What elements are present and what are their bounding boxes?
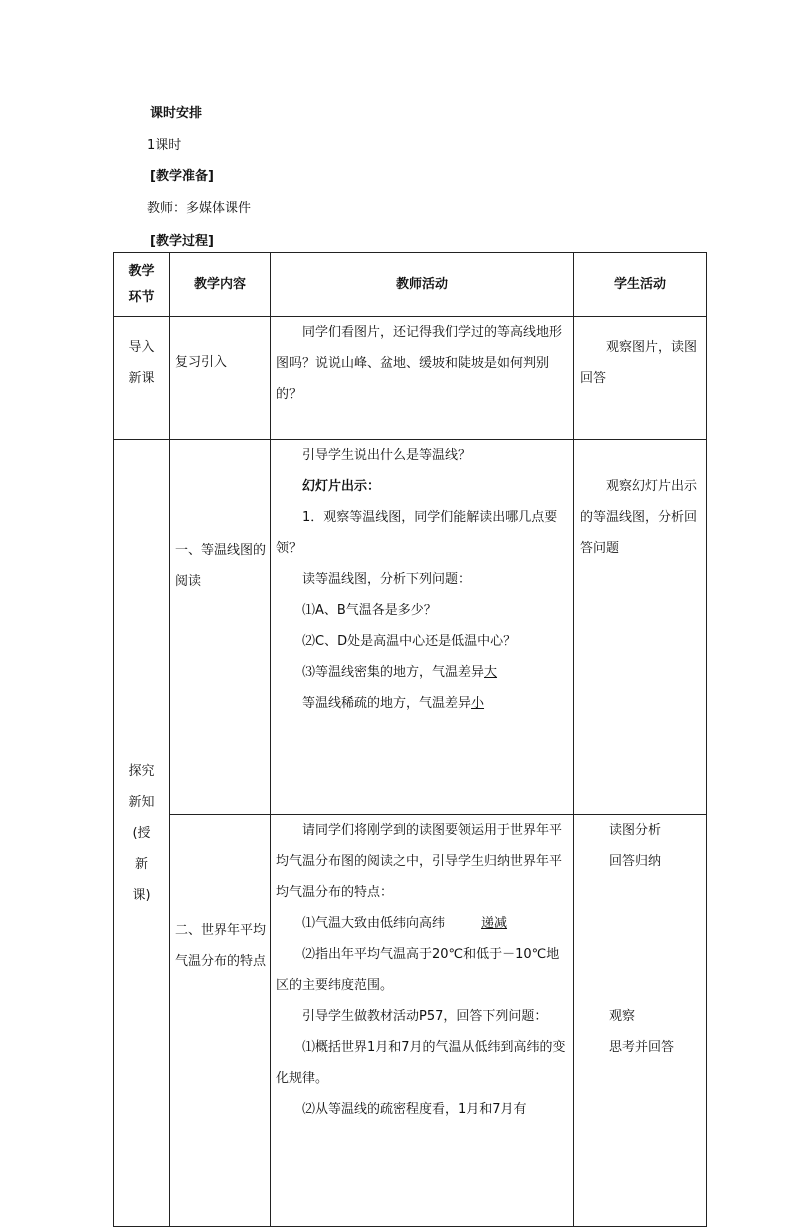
question-item — [276, 908, 569, 939]
content-review: 复习引入 — [170, 317, 271, 440]
question-text: 等温线稀疏的地方，气温差异 — [302, 696, 472, 711]
teacher-text: 读等温线图，分析下列问题： — [302, 572, 472, 587]
student-activity-isotherm — [574, 440, 707, 815]
student-text: 观察 — [609, 1009, 636, 1024]
question-item — [276, 688, 569, 719]
student-text: 回答归纳 — [609, 854, 662, 869]
content-isotherm-reading: 一、等温线图的阅读 — [170, 440, 271, 815]
table-row — [114, 440, 707, 815]
teacher-text: 请同学们将刚学到的读图要领运用于世界年平均气温分布图的阅读之中，引导学生归纳世界年平均气温分布的特点： — [276, 823, 563, 900]
question-item: ⑴概括世界1月和7月的气温从低纬到高纬的变化规律。 — [276, 1040, 566, 1086]
schedule-heading: 课时安排 — [150, 106, 203, 121]
stage-explore-text: 探究新知(授新课) — [128, 763, 155, 903]
question-item: ⑵从等温线的疏密程度看，1月和7月有 — [302, 1102, 527, 1117]
header-teacher: 教师活动 — [271, 253, 574, 317]
answer-text: 大 — [484, 665, 498, 680]
teacher-activity-isotherm — [271, 440, 574, 815]
question-item — [276, 657, 569, 688]
process-heading: [教学过程] — [150, 234, 214, 249]
student-activity-intro — [574, 317, 707, 440]
schedule-value: 1课时 — [147, 138, 182, 153]
teacher-text: 1．观察等温线图，同学们能解读出哪几点要领？ — [276, 510, 558, 556]
header-stage-text: 教学环节 — [128, 263, 155, 305]
table-header-row — [114, 253, 707, 317]
stage-explore — [114, 440, 170, 1227]
teacher-activity-distribution — [271, 815, 574, 1227]
table-row — [114, 317, 707, 440]
slide-heading: 幻灯片出示： — [302, 479, 381, 494]
table-row — [114, 815, 707, 1227]
question-item: ⑵指出年平均气温高于20℃和低于－10℃地区的主要纬度范围。 — [276, 947, 560, 993]
stage-intro-text: 导入新课 — [128, 340, 155, 386]
question-text: ⑴气温大致由低纬向高纬 — [302, 916, 446, 931]
header-content: 教学内容 — [170, 253, 271, 317]
header-stage — [114, 253, 170, 317]
stage-intro — [114, 317, 170, 440]
student-text: 思考并回答 — [609, 1040, 675, 1055]
header-student: 学生活动 — [574, 253, 707, 317]
answer-text: 小 — [471, 696, 485, 711]
teacher-text: 引导学生说出什么是等温线？ — [302, 448, 472, 463]
student-text: 观察图片，读图回答 — [580, 340, 698, 386]
teacher-text: 引导学生做教材活动P57，回答下列问题： — [302, 1009, 548, 1024]
prep-heading: [教学准备] — [150, 169, 214, 184]
question-item: ⑵C、D处是高温中心还是低温中心？ — [302, 634, 517, 649]
student-text: 观察幻灯片出示的等温线图，分析回答问题 — [580, 479, 698, 556]
content-temperature-distribution: 二、世界年平均气温分布的特点 — [170, 815, 271, 1227]
question-text: ⑶等温线密集的地方，气温差异 — [302, 665, 485, 680]
prep-teacher-text: 教师：多媒体课件 — [147, 201, 252, 216]
answer-text: 递减 — [481, 916, 508, 931]
student-text: 读图分析 — [609, 823, 662, 838]
teacher-text: 同学们看图片，还记得我们学过的等高线地形图吗？说说山峰、盆地、缓坡和陡坡是如何判别的？ — [276, 325, 563, 402]
lesson-table — [113, 252, 707, 1227]
teacher-activity-intro — [271, 317, 574, 440]
question-item: ⑴A、B气温各是多少？ — [302, 603, 437, 618]
student-activity-distribution — [574, 815, 707, 1227]
